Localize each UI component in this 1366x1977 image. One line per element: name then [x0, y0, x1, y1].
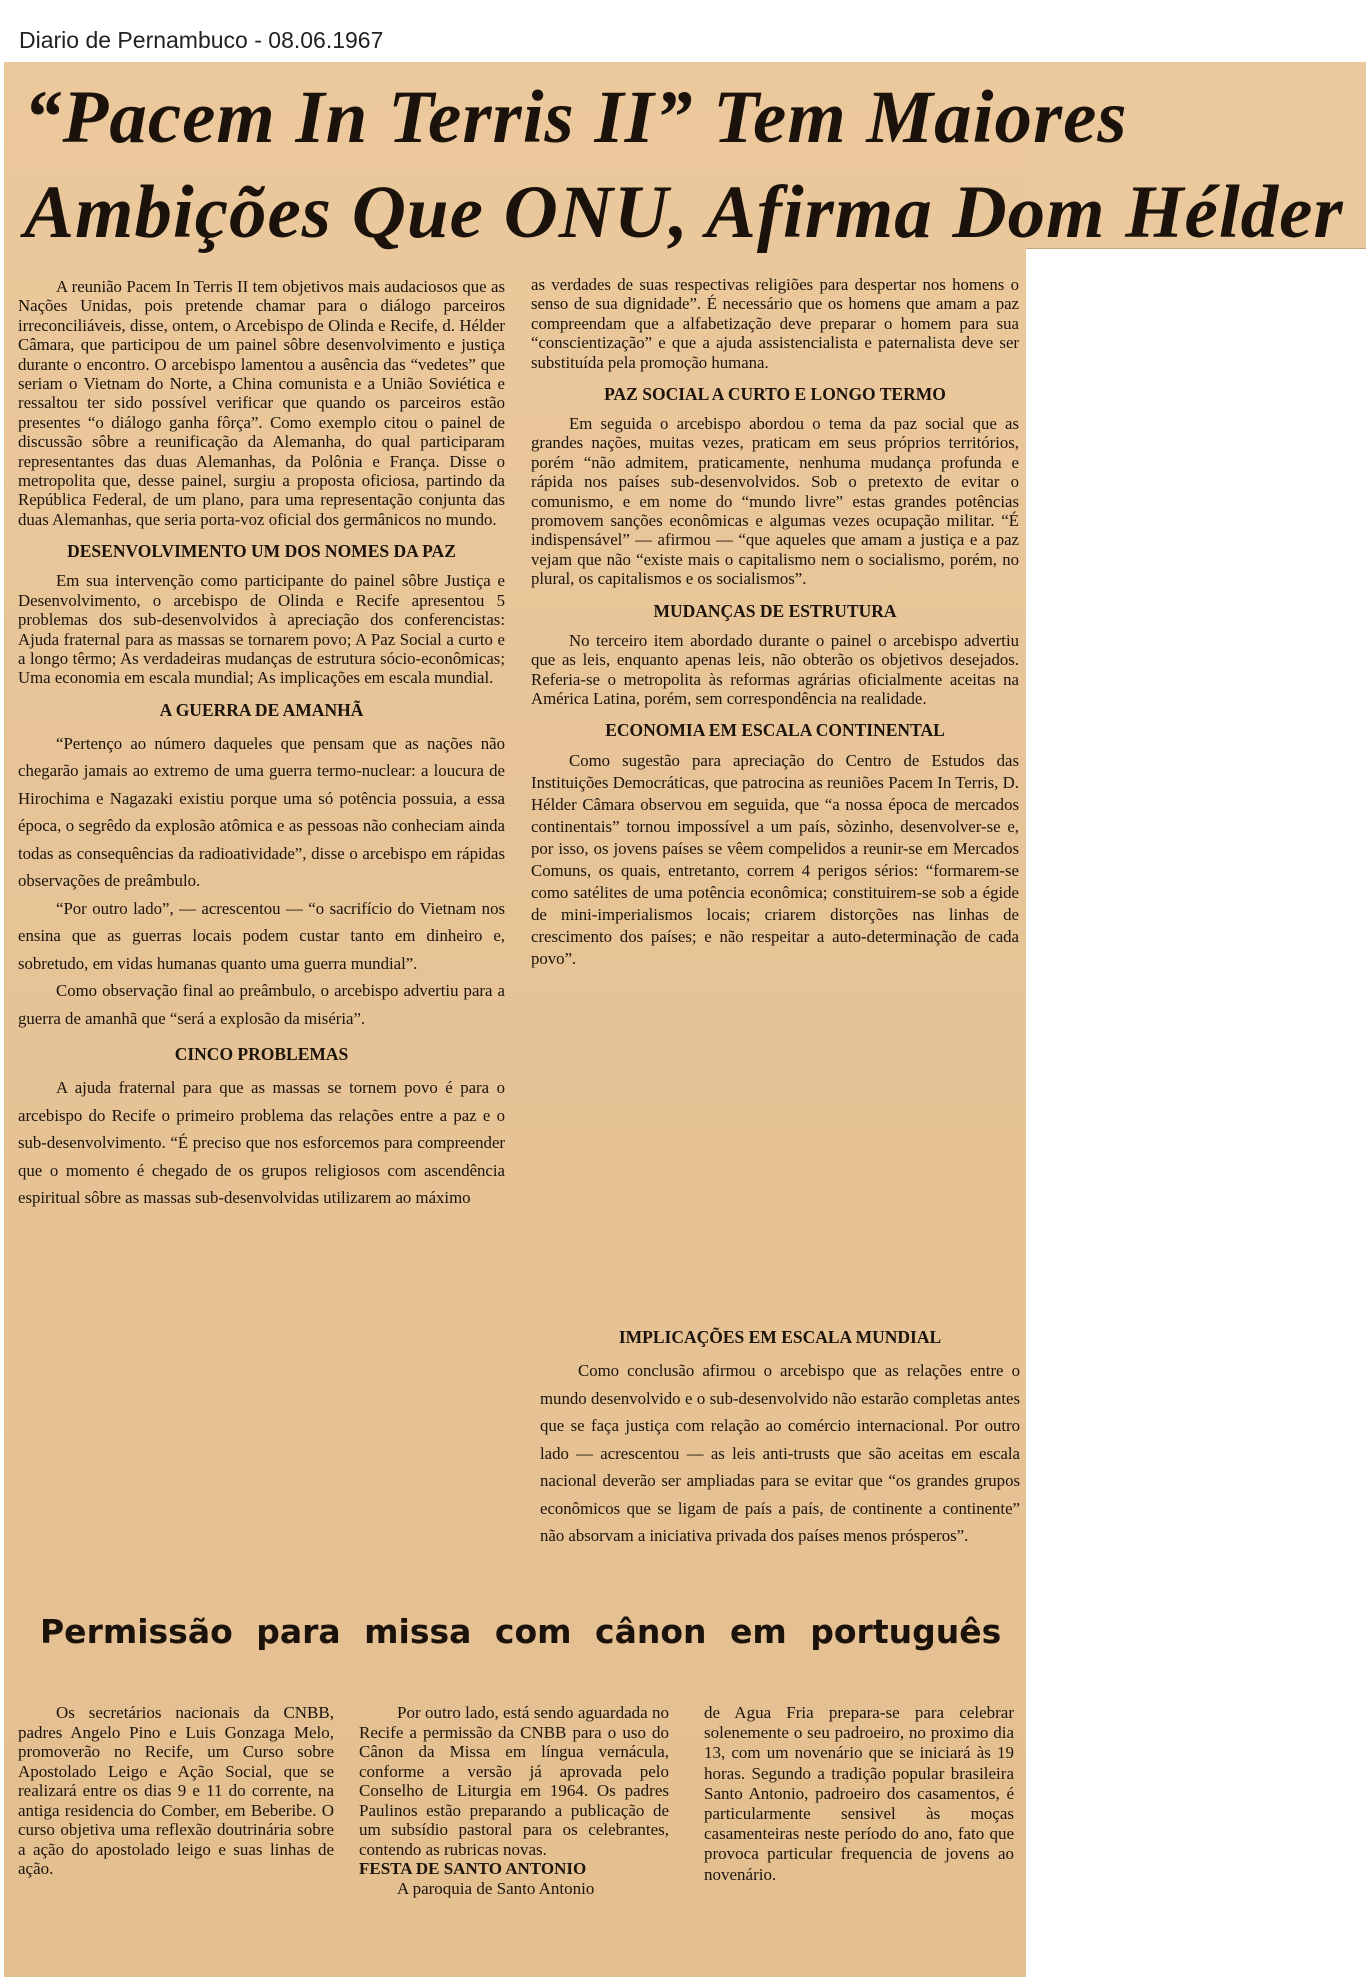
second-article-column-3: [704, 1703, 1014, 1885]
section-heading: DESENVOLVIMENTO UM DOS NOMES DA PAZ: [67, 541, 456, 562]
paragraph: “Por outro lado”, — acrescentou — “o sacrifício do Vietnam nos ensina que as guerras locais podem custar tanto em dinheiro e, sobretudo, em vidas humanas quanto uma guerra mundial”.: [18, 898, 505, 973]
section-heading: ECONOMIA EM ESCALA CONTINENTAL: [605, 720, 945, 741]
paragraph: No terceiro item abordado durante o painel o arcebispo advertiu que as leis, enquanto apenas leis, não obterão os objetivos desejados. Referia-se o metropolita às reformas agrárias oficialmente aceitas na América Latina, porém, sem correspondência na realidade.: [531, 630, 1019, 708]
section-heading: A GUERRA DE AMANHÃ: [159, 699, 364, 720]
paragraph: Como observação final ao preâmbulo, o arcebispo advertiu para a guerra de amanhã que “será a explosão da miséria”.: [18, 981, 505, 1028]
paragraph: Por outro lado, está sendo aguardada no Recife a permissão da CNBB para o uso do Cânon da Missa em língua vernácula, conforme a versão já aprovada pelo Conselho de Liturgia em 1964. Os padres Paulinos estão preparando a publicação de um subsídio pastoral para os celebrantes, contendo as rubricas novas.: [359, 1703, 669, 1859]
second-article-title: Permissão para missa com cânon em português: [40, 1612, 1002, 1651]
source-caption: Diario de Pernambuco - 08.06.1967: [19, 27, 384, 53]
section-heading: IMPLICAÇÕES EM ESCALA MUNDIAL: [618, 1327, 942, 1347]
paragraph: de Agua Fria prepara-se para celebrar solenemente o seu padroeiro, no proximo dia 13, com um novenário que se iniciará às 19 horas. Segundo a tradição popular brasileira Santo Antonio, padroeiro dos casamentos, é particularmente sensivel às moças casamenteiras neste período do ano, fato que provoca particular frequencia de jovens ao novenário.: [704, 1703, 1014, 1884]
article-column-2: [531, 275, 1019, 970]
paragraph: Como sugestão para apreciação do Centro de Estudos das Instituições Democráticas, que patrocina as reuniões Pacem In Terris, D. Hélder Câmara observou em seguida, que “a nossa época de mercados continentais” tornou impossível a um país, sòzinho, desenvolver-se e, por isso, os jovens países se vêem compelidos a reunir-se em Mercados Comuns, os quais, entretanto, correm 4 perigos sérios: “formarem-se como satélites de uma potência econômica; constituirem-se sob a égide de mini-imperialismos locais; criarem distorções nas linhas de crescimento dos países; e não respeitar a auto-determinação de cada povo”.: [531, 751, 1019, 969]
paragraph: Os secretários nacionais da CNBB, padres Angelo Pino e Luis Gonzaga Melo, promoverão no Recife, um Curso sobre Apostolado Leigo e Ação Social, que se realizará entre os dias 9 e 11 do corrente, na antiga residencia do Comber, em Beberibe. O curso objetiva uma reflexão doutrinária sobre a ação do apostolado leigo e suas linhas de ação.: [18, 1703, 334, 1878]
section-heading: FESTA DE SANTO ANTONIO: [359, 1859, 587, 1878]
section-heading: CINCO PROBLEMAS: [174, 1044, 349, 1065]
paragraph: A ajuda fraternal para que as massas se tornem povo é para o arcebispo do Recife o primeiro problema das relações entre a paz e o sub-desenvolvimento. “É preciso que nos esforcemos para compreender que o momento é chegado de os grupos religiosos com ascendência espiritual sôbre as massas sub-desenvolvidas utilizarem ao máximo: [18, 1078, 505, 1208]
paragraph: as verdades de suas respectivas religiões para despertar nos homens o senso de sua dignidade”. É necessário que os homens que amam a paz compreendam que a alfabetização deve preparar o homem para sua “conscientização” e que a ajuda assistencialista e paternalista deve ser substituída pela promoção humana.: [531, 275, 1019, 372]
second-article-column-2: [359, 1703, 669, 1898]
article-column-1: [18, 277, 505, 1212]
article-headline: “Pacem In Terris II” Tem Maiores Ambições Que ONU, Afirma Dom Hélder: [24, 76, 1344, 254]
article-column-2-continued: [540, 1315, 1020, 1550]
paragraph: Como conclusão afirmou o arcebispo que as relações entre o mundo desenvolvido e o sub-desenvolvido não estarão completas antes que se faça justiça com relação ao comércio internacional. Por outro lado — acrescentou — as leis anti-trusts que são aceitas em escala nacional deverão ser ampliadas para se evitar que “os grandes grupos econômicos que se ligam de país a país, de continente a continente” não absorvam a iniciativa privada dos países menos prósperos”.: [540, 1361, 1020, 1545]
second-article-column-1: [18, 1703, 334, 1879]
paragraph: Em seguida o arcebispo abordou o tema da paz social que as grandes nações, muitas vezes, praticam em seus próprios territórios, porém “não admitem, praticamente, nenhuma mudança profunda e rápida nos países sub-desenvolvidos. Sob o pretexto de evitar o comunismo, e em nome do “mundo livre” estas grandes potências promovem sanções econômicas e algumas vezes ocupação militar. “É indispensável” — afirmou — “que aqueles que amam a justiça e a paz vejam que não “existe mais o capitalismo nem o socialismo, porém, no plural, os capitalismos e os socialismos”.: [531, 414, 1019, 589]
newspaper-clipping: [4, 62, 1366, 1977]
paragraph: Em sua intervenção como participante do painel sôbre Justiça e Desenvolvimento, o arcebispo de Olinda e Recife apresentou 5 problemas dos sub-desenvolvidos à apreciação dos conferencistas: Ajuda fraternal para as massas se tornarem povo; A Paz Social a curto e a longo têrmo; As verdadeiras mudanças de estrutura sócio-econômicas; Uma economia em escala mundial; As implicações em escala mundial.: [18, 571, 505, 688]
paragraph: “Pertenço ao número daqueles que pensam que as nações não chegarão jamais ao extremo de uma guerra termo-nuclear: a loucura de Hirochima e Nagazaki existiu porque uma só potência possuia, a essa época, o segrêdo da explosão atômica e as pessoas não conheciam ainda todas as consequências da radioatividade”, disse o arcebispo em rápidas observações de preâmbulo.: [18, 733, 505, 891]
section-heading: MUDANÇAS DE ESTRUTURA: [653, 600, 897, 621]
paragraph: A reunião Pacem In Terris II tem objetivos mais audaciosos que as Nações Unidas, pois pretende chamar para o diálogo parceiros irreconciliáveis, disse, ontem, o Arcebispo de Olinda e Recife, d. Hélder Câmara, que participou de um painel sôbre desenvolvimento e justiça durante o encontro. O arcebispo lamentou a ausência das “vedetes” que seriam o Vietnam do Norte, a China comunista e a União Soviética e ressaltou ter sido possível verificar que quando os parceiros estão presentes “o diálogo ganha fôrça”. Como exemplo citou o painel de discussão sôbre a reunificação da Alemanha, do qual participaram representantes das duas Alemanhas, da Polônia e França. Disse o metropolita que, desse painel, surgiu a proposta oficiosa, partindo da República Federal, de um plano, para uma representação conjunta das duas Alemanhas, que seria porta-voz oficial dos germânicos no mundo.: [18, 277, 505, 529]
paragraph: A paroquia de Santo Antonio: [397, 1878, 595, 1898]
section-heading: PAZ SOCIAL A CURTO E LONGO TERMO: [604, 384, 946, 405]
